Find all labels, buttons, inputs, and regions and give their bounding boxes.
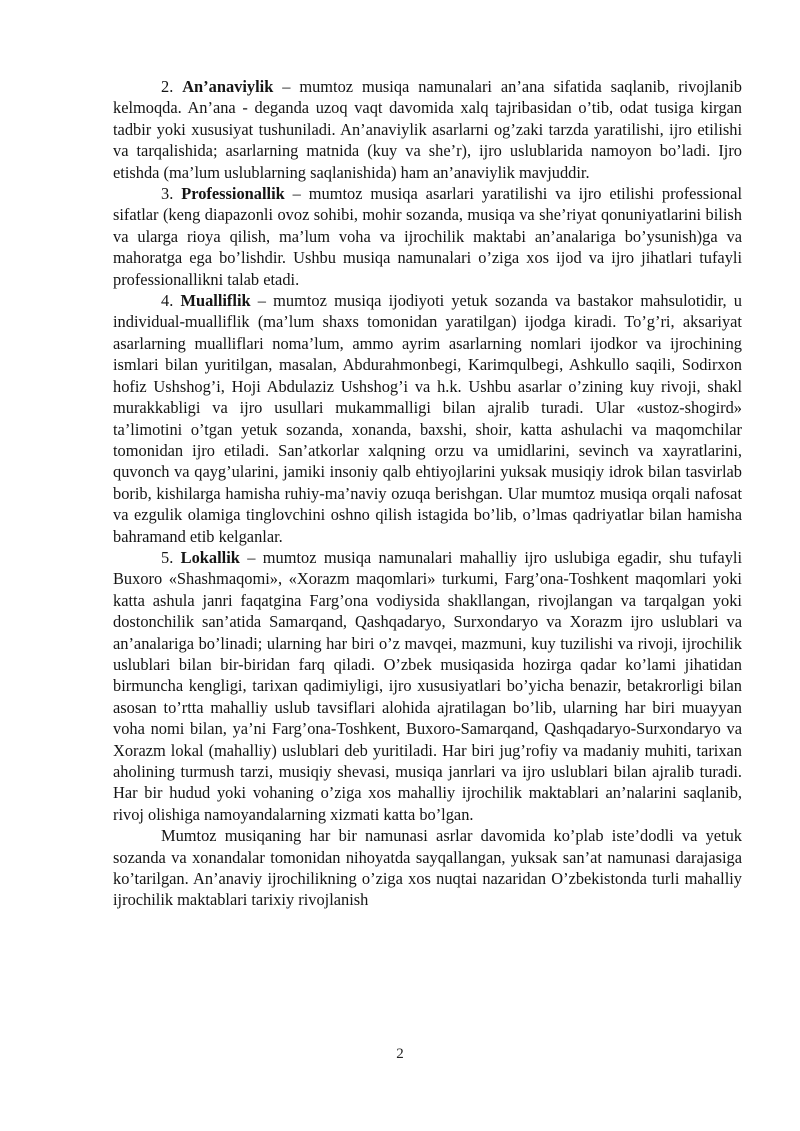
item-number: 3. <box>161 184 182 204</box>
item-number: 4. <box>161 291 181 311</box>
item-number: 5. <box>161 547 181 567</box>
paragraph-classical-music <box>113 825 742 911</box>
paragraph-locality <box>113 547 742 825</box>
paragraph-body: – mumtoz musiqa ijodiyoti yetuk sozanda va bastakor mahsulotidir, u individual-mualliflik (ma’lum shaxs tomonidan yaratilgan) ijodga kiradi. To’g’ri, aksariyat asarlarning mualliflari noma’lum, ammo ayrim asarlarning nomlari ijodkor va ijrochining ismlari bilan yuritilgan, masalan, Abdurahmonbegi, Karimqulbegi, Ashkullo saqili, Sodirxon hofiz Ushshog’i, Hoji Abdulaziz Ushshog’i va h.k. Ushbu asarlar o’zining kuy rivoji, shakl murakkabligi va ijro usullari mukammalligi bilan ajralib turadi. Ular «ustoz-shogird» ta’limotini o’tgan yetuk sozanda, xonanda, baxshi, shoir, katta ashulachi va maqomchilar tomonidan ijro etiladi. San’atkorlar xalqning orzu va umidlarini, sevinch va xayratlarini, quvonch va qayg’ularini, jamiki insoniy qalb ehtiyojlarini yuksak musiqiy idrok bilan tasvirlab borib, kishilarga hamisha ruhiy-ma’naviy ozuqa berishgan. Ular mumtoz musiqa orqali nafosat va ezgulik olamiga tinglovchini oshno qilish istagida bo’lib, o’lmas qadriyatlar bilan hamisha bahramand etib kelganlar. <box>113 291 743 546</box>
term-professionalism: Professionallik <box>181 184 285 204</box>
term-traditionality: An’anaviylik <box>182 77 274 96</box>
term-authorship: Mualliflik <box>180 291 251 311</box>
paragraph-body: – mumtoz musiqa asarlari yaratilishi va ijro etilishi professional sifatlar (keng diapazonli ovoz sohibi, mohir sozanda, musiqa va she’riyat qonuniyatlarini bilish va ularga rioya qilish, ma’lum voha va ijrochilik maktabi an’analariga bo’ysunish)ga va mahoratga ega bo’lishdir. Ushbu musiqa namunalari o’ziga xos ijod va ijro jihatlari tufayli professionallikni talab etadi. <box>113 184 742 289</box>
paragraph-professionalism <box>113 183 742 290</box>
paragraph-body: – mumtoz musiqa namunalari mahalliy ijro uslubiga egadir, shu tufayli Buxoro «Shashmaqomi», «Xorazm maqomlari» turkumi, Farg’ona-Toshkent maqomlari yoki katta ashula janri faqatgina Farg’ona vodiysida shakllangan, rivojlangan va tarqalgan yoki dostonchilik san’atida Samarqand, Qashqadaryo, Surxondaryo va Xorazm ijro uslublari va an’analariga bo’linadi; ularning har biri o’z mavqei, mazmuni, kuy tuzilishi va rivoji, ijrochilik uslublari bilan bir-biridan farq qiladi. O’zbek musiqasida hozirga qadar ko’lami jihatidan birmuncha kengligi, tarixan qadimiyligi, ijro xususiyatlari bo’yicha benazir, betakrorligi bilan asosan to’rtta mahalliy uslub tavsiflari alohida ajratilagan bo’lib, ularning har biri muayyan voha nomi bilan, ya’ni Farg’ona-Toshkent, Buxoro-Samarqand, Qashqadaryo-Surxondaryo va Xorazm lokal (mahalliy) uslublari deb yuritiladi. Har biri jug’rofiy va madaniy muhiti, tarixan aholining turmush tarzi, musiqiy shevasi, musiqa janrlari va ijro uslublari bilan ajralib turadi. Har bir hudud yoki vohaning o’ziga xos mahalliy ijrochilik maktablari an’nalarini saqlanib, rivoj olishiga namoyandalarning xizmati katta bo’lgan. <box>113 547 742 824</box>
paragraph-body: Mumtoz musiqaning har bir namunasi asrlar davomida ko’plab iste’dodli va yetuk sozanda va xonandalar tomonidan nihoyatda sayqallangan, yuksak san’at namunasi darajasiga ko’tarilgan. An’anaviy ijrochilikning o’ziga xos nuqtai nazaridan O’zbekistonda turli mahalliy ijrochilik maktablari tarixiy rivojlanish <box>113 826 742 910</box>
body-text <box>113 76 742 911</box>
term-locality: Lokallik <box>180 547 240 567</box>
paragraph-authorship <box>113 290 742 547</box>
paragraph-traditionality <box>113 76 742 183</box>
item-number: 2. <box>161 77 183 96</box>
page-number: 2 <box>396 1046 404 1062</box>
paragraph-body: – mumtoz musiqa namunalari an’ana sifatida saqlanib, rivojlanib kelmoqda. An’ana - deganda uzoq vaqt davomida xalq tajribasidan o’tib, odat tusiga kirgan tadbir yoki xususiyat tushuniladi. An’anaviylik asarlarni og’zaki tarzda yaratilishi, ijro etilishi va tarqalishida; asarlarning matnida (kuy va she’r), ijro uslublarida namoyon bo’ladi. Ijro etishda (ma’lum uslublarning saqlanishida) ham an’anaviylik mavjuddir. <box>113 77 743 182</box>
